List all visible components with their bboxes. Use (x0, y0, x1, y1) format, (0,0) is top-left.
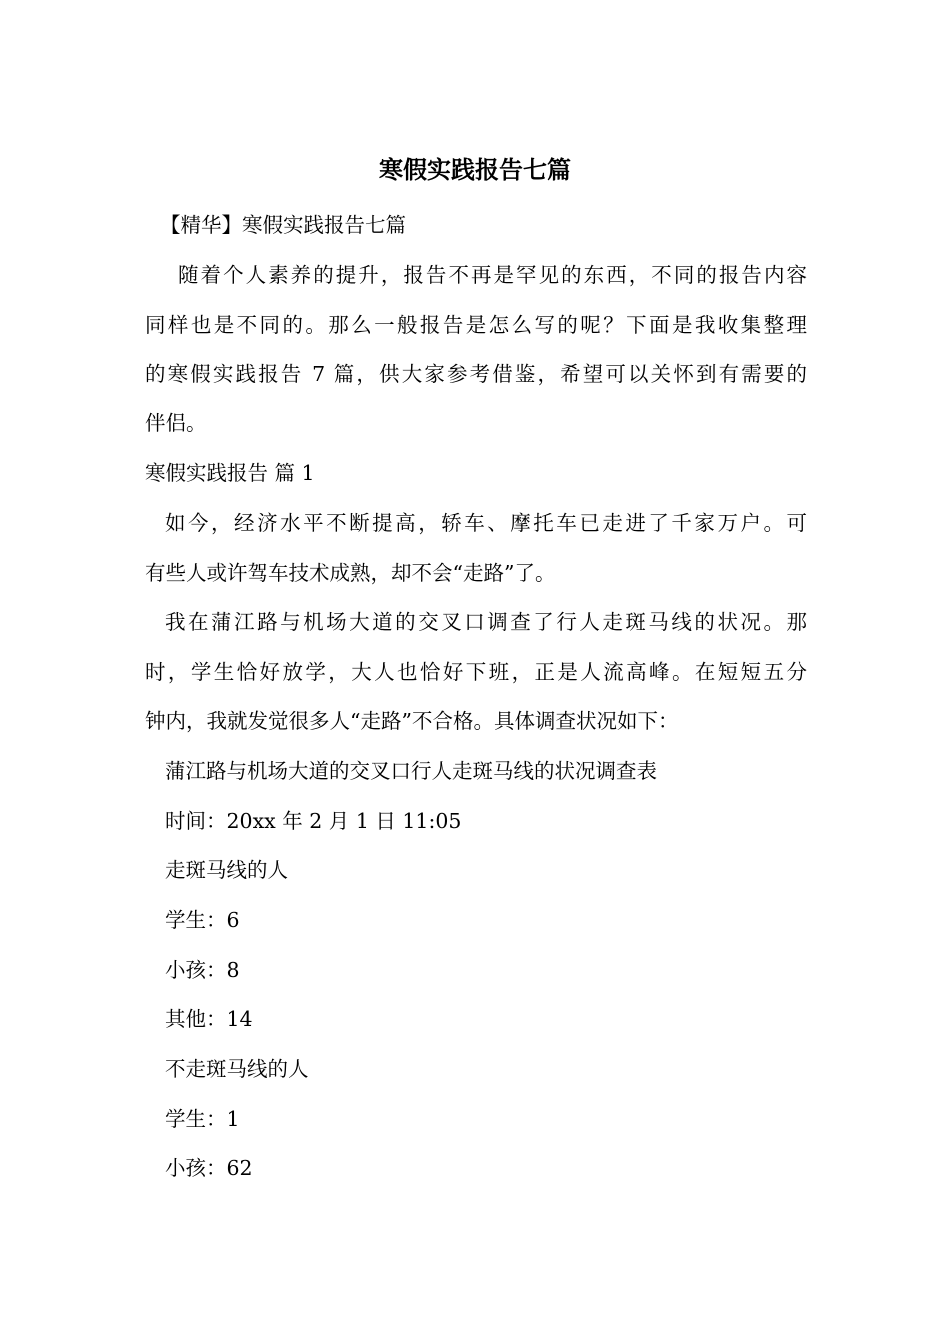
paragraph-line: 有些人或许驾车技术成熟，却不会“走路”了。 (145, 561, 556, 585)
not-crossing-children: 小孩：62 (165, 1156, 253, 1180)
paragraph-line: 钟内，我就发觉很多人“走路”不合格。具体调查状况如下： (145, 709, 679, 733)
survey-time: 时间：20xx 年 2 月 1 日 11:05 (165, 809, 462, 833)
crossing-heading: 走斑马线的人 (165, 858, 288, 882)
document-subtitle: 【精华】寒假实践报告七篇 (160, 213, 406, 237)
section-heading: 寒假实践报告 篇 1 (145, 461, 315, 485)
intro-line: 伴侣。 (145, 411, 207, 435)
paragraph-line: 我在蒲江路与机场大道的交叉口调查了行人走斑马线的状况。那 (165, 610, 807, 634)
intro-line: 随着个人素养的提升，报告不再是罕见的东西，不同的报告内容 (178, 263, 807, 287)
crossing-students: 学生：6 (165, 908, 240, 932)
document-title: 寒假实践报告七篇 (379, 155, 571, 184)
survey-title: 蒲江路与机场大道的交叉口行人走斑马线的状况调查表 (165, 759, 657, 783)
not-crossing-heading: 不走斑马线的人 (165, 1057, 309, 1081)
paragraph-line: 时，学生恰好放学，大人也恰好下班，正是人流高峰。在短短五分 (145, 660, 807, 684)
not-crossing-students: 学生：1 (165, 1107, 240, 1131)
crossing-children: 小孩：8 (165, 958, 240, 982)
paragraph-line: 如今，经济水平不断提高，轿车、摩托车已走进了千家万户。可 (165, 511, 807, 535)
intro-line: 同样也是不同的。那么一般报告是怎么写的呢？下面是我收集整理 (145, 313, 807, 337)
crossing-others: 其他：14 (165, 1007, 253, 1031)
intro-line: 的寒假实践报告 7 篇，供大家参考借鉴，希望可以关怀到有需要的 (145, 362, 807, 386)
